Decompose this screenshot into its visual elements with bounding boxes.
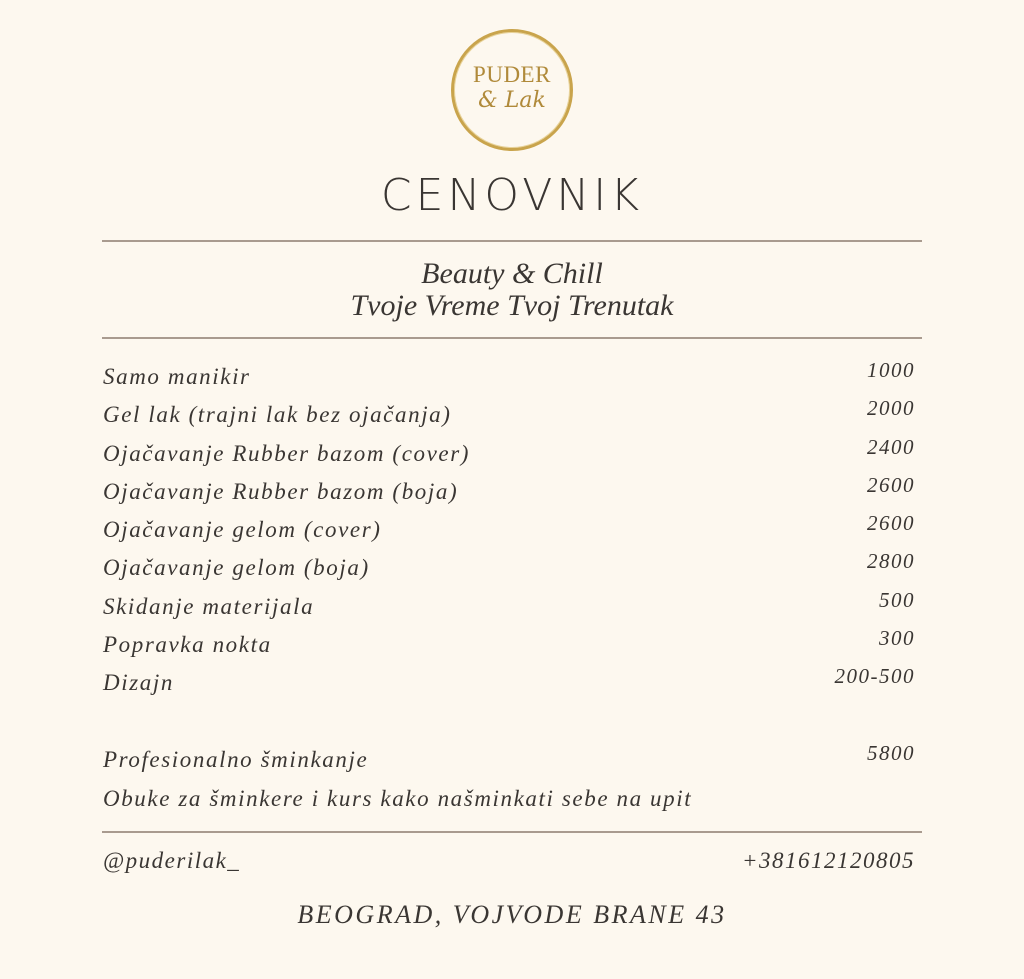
service-row — [103, 549, 915, 579]
phone-number[interactable]: +381612120805 — [741, 848, 915, 873]
service-row — [103, 511, 915, 541]
service-name: Popravka nokta — [103, 632, 272, 657]
service-name: Ojačavanje Rubber bazom (boja) — [103, 479, 459, 504]
divider-subtitle — [102, 337, 922, 339]
service-name: Ojačavanje Rubber bazom (cover) — [103, 441, 471, 466]
service-price: 1000 — [867, 358, 915, 382]
page-title: CENOVNIK — [380, 170, 644, 221]
subtitle-line-1: Beauty & Chill — [421, 257, 603, 290]
service-row — [103, 664, 915, 694]
subtitle-line-2: Tvoje Vreme Tvoj Trenutak — [350, 289, 674, 322]
service-price: 2600 — [867, 511, 915, 535]
service-name: Ojačavanje gelom (cover) — [103, 517, 382, 542]
service-price: 2400 — [867, 435, 915, 459]
divider-footer — [102, 831, 922, 833]
service-row — [103, 473, 915, 503]
service-name: Ojačavanje gelom (boja) — [103, 555, 370, 580]
logo-line-puder: PUDER — [473, 62, 551, 87]
logo-line-lak: & Lak — [478, 88, 546, 113]
service-name: Skidanje materijala — [103, 594, 315, 619]
service-row — [103, 626, 915, 656]
divider-top — [102, 240, 922, 242]
service-row — [103, 358, 915, 388]
service-row — [103, 741, 915, 771]
service-row — [103, 780, 915, 810]
brand-logo — [451, 29, 573, 151]
service-name: Obuke za šminkere i kurs kako našminkati sebe na upit — [103, 786, 693, 811]
address: BEOGRAD, VOJVODE BRANE 43 — [297, 900, 727, 929]
service-row — [103, 435, 915, 465]
service-price: 2600 — [867, 473, 915, 497]
service-price: 200-500 — [834, 664, 915, 688]
service-price: 2000 — [867, 396, 915, 420]
service-row — [103, 396, 915, 426]
service-name: Samo manikir — [103, 364, 251, 389]
service-price: 300 — [879, 626, 915, 650]
service-name: Profesionalno šminkanje — [103, 747, 369, 772]
service-row — [103, 588, 915, 618]
service-price: 2800 — [867, 549, 915, 573]
service-name: Gel lak (trajni lak bez ojačanja) — [103, 402, 452, 427]
service-price: 5800 — [867, 741, 915, 765]
service-price: 500 — [879, 588, 915, 612]
instagram-handle[interactable]: @puderilak_ — [103, 848, 241, 873]
service-name: Dizajn — [103, 670, 174, 695]
